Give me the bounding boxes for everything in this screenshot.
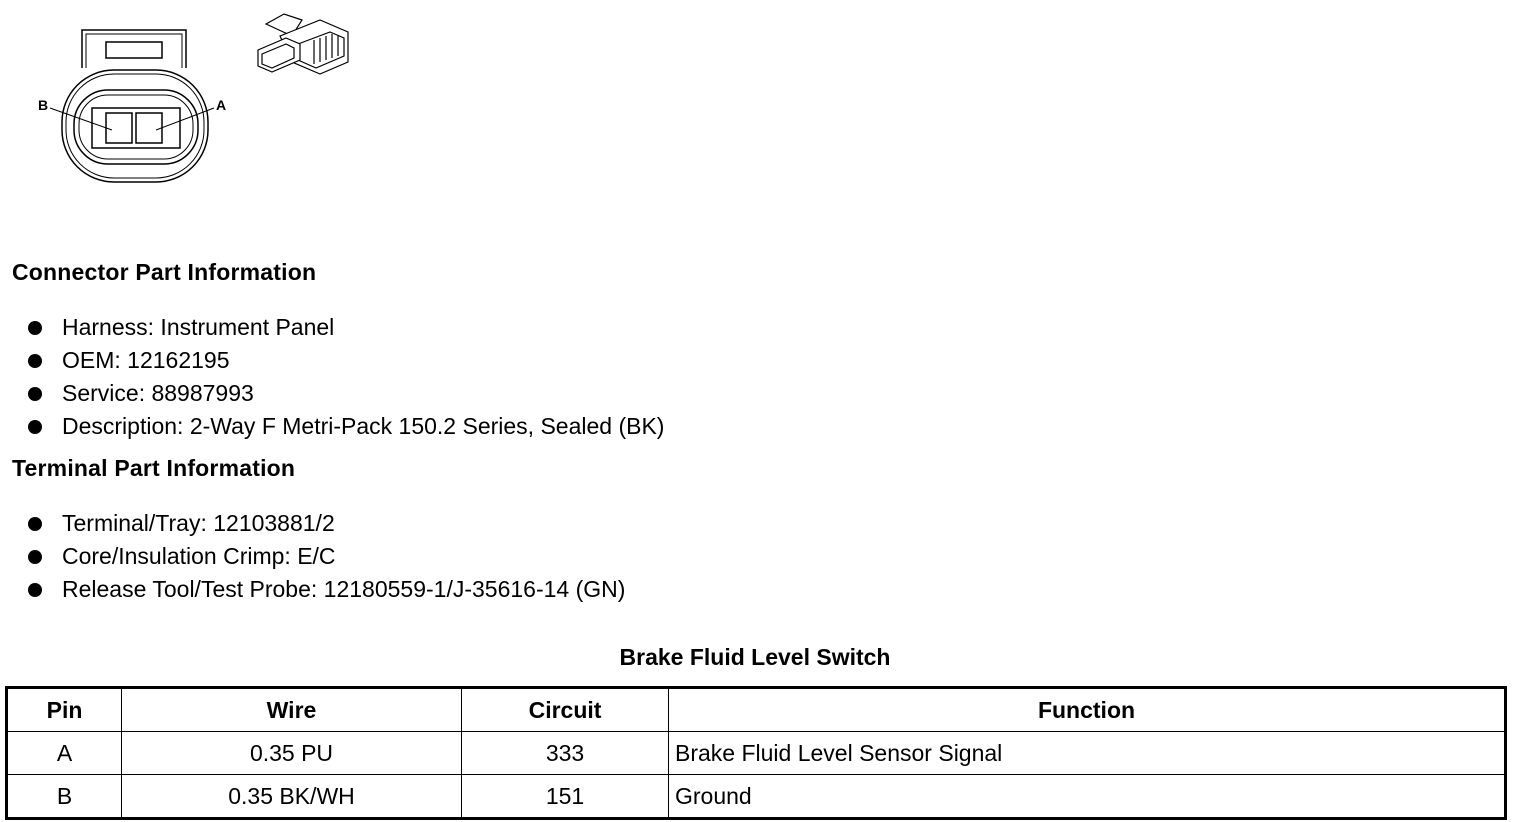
header-circuit: Circuit [462, 688, 669, 732]
list-item [28, 410, 664, 443]
cell-wire: 0.35 PU [122, 732, 462, 775]
pin-label-b: B [38, 97, 49, 113]
cell-pin: A [7, 732, 122, 775]
connector-part-info-list [28, 311, 664, 443]
pinout-table [5, 686, 1507, 820]
terminal-part-info-heading: Terminal Part Information [12, 455, 296, 481]
table-row [7, 732, 1506, 775]
header-wire: Wire [122, 688, 462, 732]
terminal-part-info-list [28, 507, 625, 606]
cell-pin: B [7, 775, 122, 819]
crimp-text: Core/Insulation Crimp: E/C [62, 543, 336, 569]
release-tool-text: Release Tool/Test Probe: 12180559-1/J-35616-14 (GN) [62, 576, 626, 602]
table-title: Brake Fluid Level Switch [619, 644, 891, 670]
bullet-icon [28, 550, 42, 564]
list-item [28, 507, 625, 540]
bullet-icon [28, 321, 42, 335]
bullet-icon [28, 387, 42, 401]
service-text: Service: 88987993 [62, 380, 254, 406]
list-item [28, 573, 625, 606]
bullet-icon [28, 420, 42, 434]
terminal-tray-text: Terminal/Tray: 12103881/2 [62, 510, 335, 536]
harness-text: Harness: Instrument Panel [62, 314, 335, 340]
bullet-icon [28, 517, 42, 531]
list-item [28, 377, 664, 410]
connector-face-drawing [30, 10, 370, 200]
table-row [7, 775, 1506, 819]
cell-wire: 0.35 BK/WH [122, 775, 462, 819]
header-function: Function [669, 688, 1506, 732]
list-item [28, 311, 664, 344]
connector-part-info-heading: Connector Part Information [12, 259, 317, 285]
list-item [28, 540, 625, 573]
table-header-row [7, 688, 1506, 732]
cell-circuit: 151 [462, 775, 669, 819]
connector-diagram [30, 10, 370, 200]
bullet-icon [28, 583, 42, 597]
list-item [28, 344, 664, 377]
pin-label-a: A [216, 97, 227, 113]
bullet-icon [28, 354, 42, 368]
oem-text: OEM: 12162195 [62, 347, 230, 373]
header-pin: Pin [7, 688, 122, 732]
connector-isometric-thumbnail [258, 14, 348, 74]
cell-function: Brake Fluid Level Sensor Signal [669, 732, 1506, 775]
cell-function: Ground [669, 775, 1506, 819]
description-text: Description: 2-Way F Metri-Pack 150.2 Series, Sealed (BK) [62, 413, 665, 439]
cell-circuit: 333 [462, 732, 669, 775]
